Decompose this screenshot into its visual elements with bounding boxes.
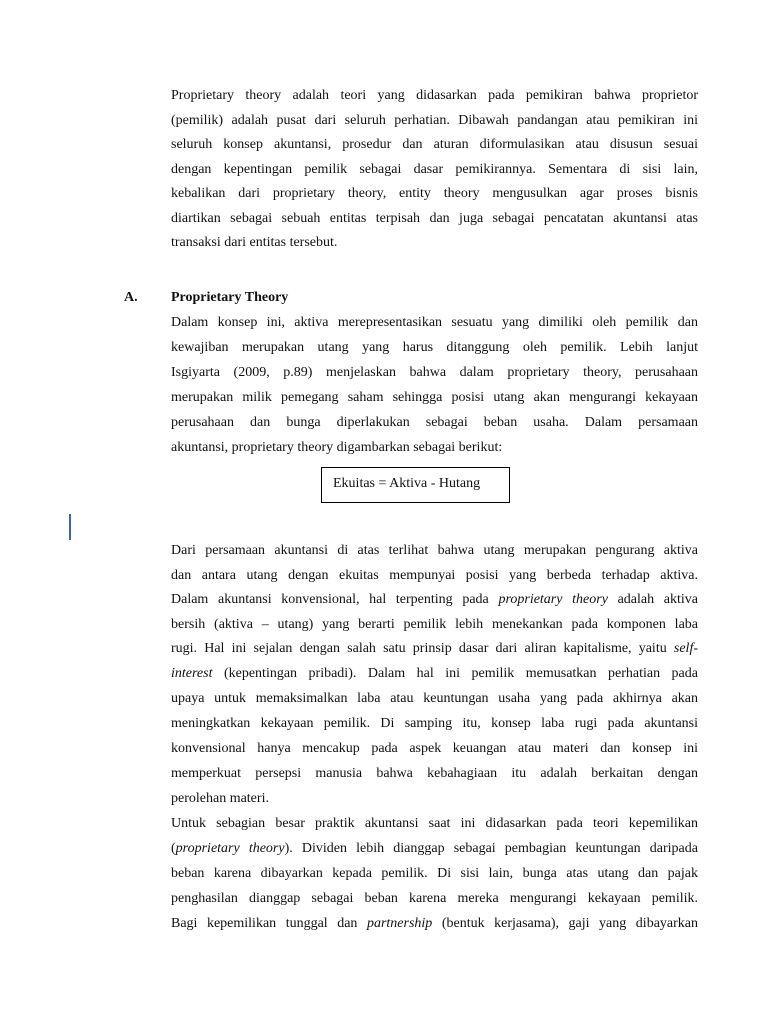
para3-line: Untuk sebagian besar praktik akuntansi saat ini didasarkan pada teori kepemilikan	[171, 816, 698, 831]
intro-line: (pemilik) adalah pusat dari seluruh perhatian. Dibawah pandangan atau pemikiran ini	[171, 113, 698, 128]
intro-line: dengan kepentingan pemilik sebagai dasar pemikirannya. Sementara di sisi lain,	[171, 162, 698, 177]
para2-text: rugi. Hal ini sejalan dengan salah satu prinsip dasar dari aliran kapitalisme, yaitu	[171, 641, 674, 656]
section-line: akuntansi, proprietary theory digambarkan sebagai berikut:	[171, 440, 503, 455]
para2-line	[171, 592, 698, 608]
para3-italic-term: partnership	[366, 916, 433, 931]
para2-line	[171, 641, 698, 657]
text-cursor	[69, 514, 71, 540]
section-line: merupakan milik pemegang saham sehingga posisi utang akan mengurangi kekayaan	[171, 390, 698, 405]
para2-line: perolehan materi.	[171, 791, 269, 806]
equation-box	[321, 467, 510, 503]
para3-line	[171, 841, 698, 857]
section-title: Proprietary Theory	[171, 290, 289, 305]
para3-text: (bentuk kerjasama), gaji yang dibayarkan	[432, 916, 698, 931]
para3-line: beban karena dibayarkan kepada pemilik. Di sisi lain, bunga atas utang dan pajak	[171, 866, 698, 881]
para2-text: (kepentingan pribadi). Dalam hal ini pemilik memusatkan perhatian pada	[212, 666, 698, 681]
equation-text: Ekuitas = Aktiva - Hutang	[333, 476, 481, 491]
para2-line: upaya untuk memaksimalkan laba atau keuntungan usaha yang pada akhirnya akan	[171, 691, 698, 706]
para2-line: Dari persamaan akuntansi di atas terlihat bahwa utang merupakan pengurang aktiva	[171, 543, 698, 558]
section-line: kewajiban merupakan utang yang harus ditanggung oleh pemilik. Lebih lanjut	[171, 340, 698, 355]
section-label: A.	[124, 290, 138, 305]
para2-italic-term: interest	[171, 666, 213, 681]
section-line: Isgiyarta (2009, p.89) menjelaskan bahwa dalam proprietary theory, perusahaan	[171, 365, 698, 380]
para2-line: meningkatkan kekayaan pemilik. Di samping itu, konsep laba rugi pada akuntansi	[171, 716, 698, 731]
para2-italic-term: self-	[673, 641, 698, 656]
intro-line: seluruh konsep akuntansi, prosedur dan aturan diformulasikan atau disusun sesuai	[171, 137, 698, 152]
para3-line	[171, 916, 698, 932]
para3-text: Bagi kepemilikan tunggal dan	[171, 916, 367, 931]
intro-line: transaksi dari entitas tersebut.	[171, 235, 338, 250]
section-line: perusahaan dan bunga diperlakukan sebagai beban usaha. Dalam persamaan	[171, 415, 698, 430]
para2-italic-term: proprietary theory	[498, 592, 608, 607]
section-line: Dalam konsep ini, aktiva merepresentasikan sesuatu yang dimiliki oleh pemilik dan	[171, 315, 698, 330]
para3-text: ). Dividen lebih dianggap sebagai pembagian keuntungan daripada	[284, 841, 698, 856]
para2-line: memperkuat persepsi manusia bahwa kebahagiaan itu adalah berkaitan dengan	[171, 766, 698, 781]
para2-text: adalah aktiva	[607, 592, 698, 607]
para2-line: konvensional hanya mencakup pada aspek keuangan atau materi dan konsep ini	[171, 741, 698, 756]
intro-line: Proprietary theory adalah teori yang didasarkan pada pemikiran bahwa proprietor	[171, 88, 698, 103]
para2-line: bersih (aktiva – utang) yang berarti pemilik lebih menekankan pada komponen laba	[171, 617, 698, 632]
para3-text: (	[171, 841, 176, 856]
para2-line	[171, 666, 698, 682]
para2-text: Dalam akuntansi konvensional, hal terpenting pada	[171, 592, 499, 607]
para3-italic-term: proprietary theory	[175, 841, 285, 856]
para2-line: dan antara utang dengan ekuitas mempunyai posisi yang berbeda terhadap aktiva.	[171, 568, 698, 583]
intro-line: diartikan sebagai sebuah entitas terpisah dan juga sebagai pencatatan akuntansi atas	[171, 211, 698, 226]
intro-line: kebalikan dari proprietary theory, entity theory mengusulkan agar proses bisnis	[171, 186, 698, 201]
para3-line: penghasilan dianggap sebagai beban karena mereka mengurangi kekayaan pemilik.	[171, 891, 698, 906]
